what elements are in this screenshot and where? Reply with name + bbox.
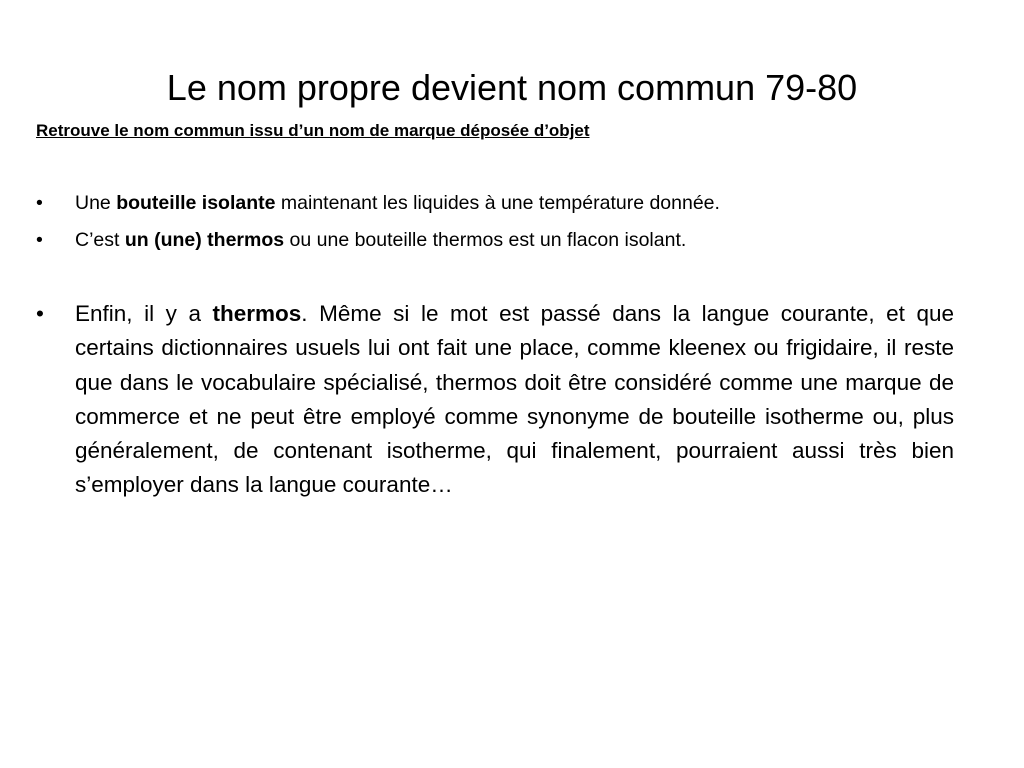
bullet-item-1 (36, 189, 956, 217)
bullet-dot-icon: • (36, 192, 43, 214)
paragraph-prefix: Enfin, il y a (75, 301, 213, 326)
bullet-2-bold: un (une) thermos (124, 229, 285, 251)
bullet-1-suffix: maintenant les liquides à une température donnée. (275, 192, 720, 214)
bullet-item-2 (36, 226, 956, 254)
bullet-list (36, 189, 956, 263)
bullet-1-bold: bouteille isolante (116, 192, 276, 214)
paragraph-item (36, 297, 954, 503)
slide-title: Le nom propre devient nom commun 79-80 (166, 67, 858, 108)
paragraph-list (36, 297, 954, 503)
bullet-2-suffix: ou une bouteille thermos est un flacon isolant. (284, 229, 687, 251)
bullet-dot-icon: • (36, 301, 44, 326)
paragraph-bold: thermos (212, 301, 302, 326)
slide-subtitle: Retrouve le nom commun issu d’un nom de marque déposée d’objet (36, 121, 590, 140)
bullet-dot-icon: • (36, 229, 43, 251)
paragraph-suffix: . Même si le mot est passé dans la langue courante, et que certains dictionnaires usuels lui ont fait une place, comme kleenex ou frigidaire, il reste que dans le vocabulaire spécialisé, thermos doit être considéré comme une marque de commerce et ne peut être employé comme synonyme de bouteille isotherme ou, plus généralement, de contenant isotherme, qui finalement, pourraient aussi très bien s’employer dans la langue courante… (75, 301, 954, 498)
bullet-1-prefix: Une (75, 192, 117, 214)
bullet-2-prefix: C’est (75, 229, 125, 251)
